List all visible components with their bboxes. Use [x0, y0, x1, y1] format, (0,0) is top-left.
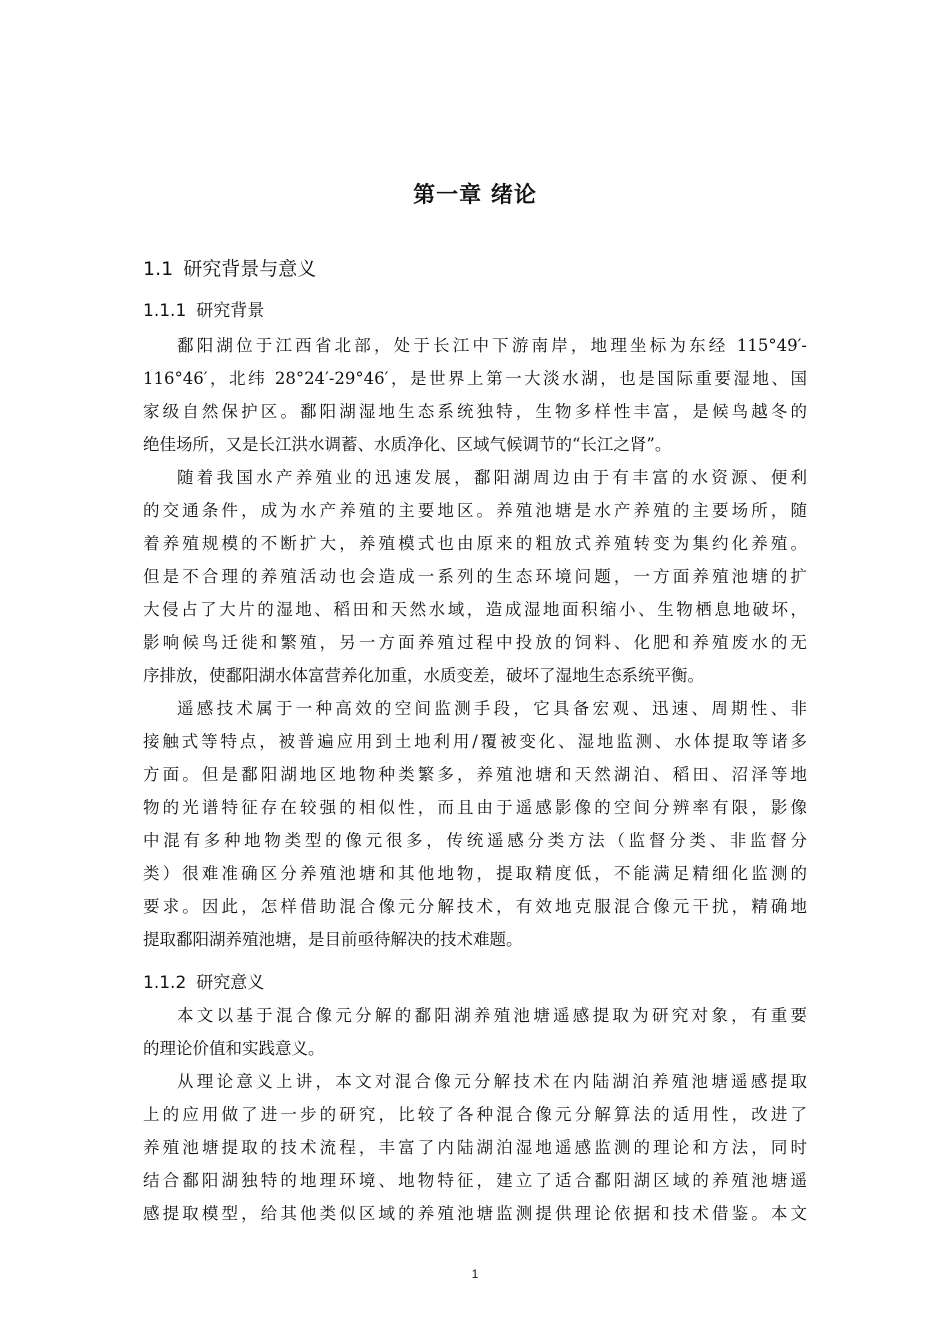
text-line: 本文以基于混合像元分解的鄱阳湖养殖池塘遥感提取为研究对象，有重要: [177, 1006, 807, 1025]
subsection-number: 1.1.2: [143, 973, 187, 993]
subsection-title: 研究背景: [196, 301, 265, 321]
text-line: 上的应用做了进一步的研究，比较了各种混合像元分解算法的适用性，改进了: [143, 1105, 807, 1124]
text-line: 遥感技术属于一种高效的空间监测手段，它具备宏观、迅速、周期性、非: [177, 699, 807, 718]
text-line: 提取鄱阳湖养殖池塘，是目前亟待解决的技术难题。: [143, 930, 523, 949]
subsection-title: 研究意义: [196, 973, 265, 993]
text-line: 从理论意义上讲，本文对混合像元分解技术在内陆湖泊养殖池塘遥感提取: [177, 1072, 807, 1091]
text-line: 绝佳场所，又是长江洪水调蓄、水质净化、区域气候调节的“长江之肾”。: [143, 435, 672, 454]
text-line: 类）很难准确区分养殖池塘和其他地物，提取精度低，不能满足精细化监测的: [143, 864, 807, 883]
text-line: 116°46′，北纬 28°24′-29°46′，是世界上第一大淡水湖，也是国际重要湿地、国: [143, 369, 807, 388]
text-line: 家级自然保护区。鄱阳湖湿地生态系统独特，生物多样性丰富，是候鸟越冬的: [143, 402, 807, 421]
subsection-heading-1-1-1: [143, 296, 264, 321]
text-line: 养殖池塘提取的技术流程，丰富了内陆湖泊湿地遥感监测的理论和方法，同时: [143, 1138, 807, 1157]
text-line: 着养殖规模的不断扩大，养殖模式也由原来的粗放式养殖转变为集约化养殖。: [143, 534, 807, 553]
section-title: 研究背景与意义: [183, 258, 317, 280]
text-line: 方面。但是鄱阳湖地区地物种类繁多，养殖池塘和天然湖泊、稻田、沼泽等地: [143, 765, 807, 784]
subsection-heading-1-1-2: [143, 968, 264, 993]
chapter-title: 第一章 绪论: [413, 183, 537, 208]
section-number: 1.1: [143, 258, 174, 280]
text-line: 物的光谱特征存在较强的相似性，而且由于遥感影像的空间分辨率有限，影像: [143, 798, 807, 817]
text-line: 大侵占了大片的湿地、稻田和天然水域，造成湿地面积缩小、生物栖息地破坏，: [143, 600, 807, 619]
text-line: 序排放，使鄱阳湖水体富营养化加重，水质变差，破坏了湿地生态系统平衡。: [143, 666, 704, 685]
text-line: 影响候鸟迁徙和繁殖，另一方面养殖过程中投放的饲料、化肥和养殖废水的无: [143, 633, 807, 652]
text-line: 鄱阳湖位于江西省北部，处于长江中下游南岸，地理坐标为东经 115°49′-: [177, 336, 807, 355]
section-heading-1-1: [143, 254, 316, 281]
text-line: 结合鄱阳湖独特的地理环境、地物特征，建立了适合鄱阳湖区域的养殖池塘遥: [143, 1171, 807, 1190]
text-line: 的交通条件，成为水产养殖的主要地区。养殖池塘是水产养殖的主要场所，随: [143, 501, 807, 520]
text-line: 要求。因此，怎样借助混合像元分解技术，有效地克服混合像元干扰，精确地: [143, 897, 807, 916]
text-line: 但是不合理的养殖活动也会造成一系列的生态环境问题，一方面养殖池塘的扩: [143, 567, 807, 586]
page-number: 1: [471, 1267, 479, 1281]
text-line: 感提取模型，给其他类似区域的养殖池塘监测提供理论依据和技术借鉴。本文: [143, 1204, 807, 1223]
text-line: 中混有多种地物类型的像元很多，传统遥感分类方法（监督分类、非监督分: [143, 831, 807, 850]
text-line: 接触式等特点，被普遍应用到土地利用/覆被变化、湿地监测、水体提取等诸多: [143, 732, 807, 751]
text-line: 随着我国水产养殖业的迅速发展，鄱阳湖周边由于有丰富的水资源、便利: [177, 468, 807, 487]
text-line: 的理论价值和实践意义。: [143, 1039, 325, 1058]
subsection-number: 1.1.1: [143, 301, 187, 321]
